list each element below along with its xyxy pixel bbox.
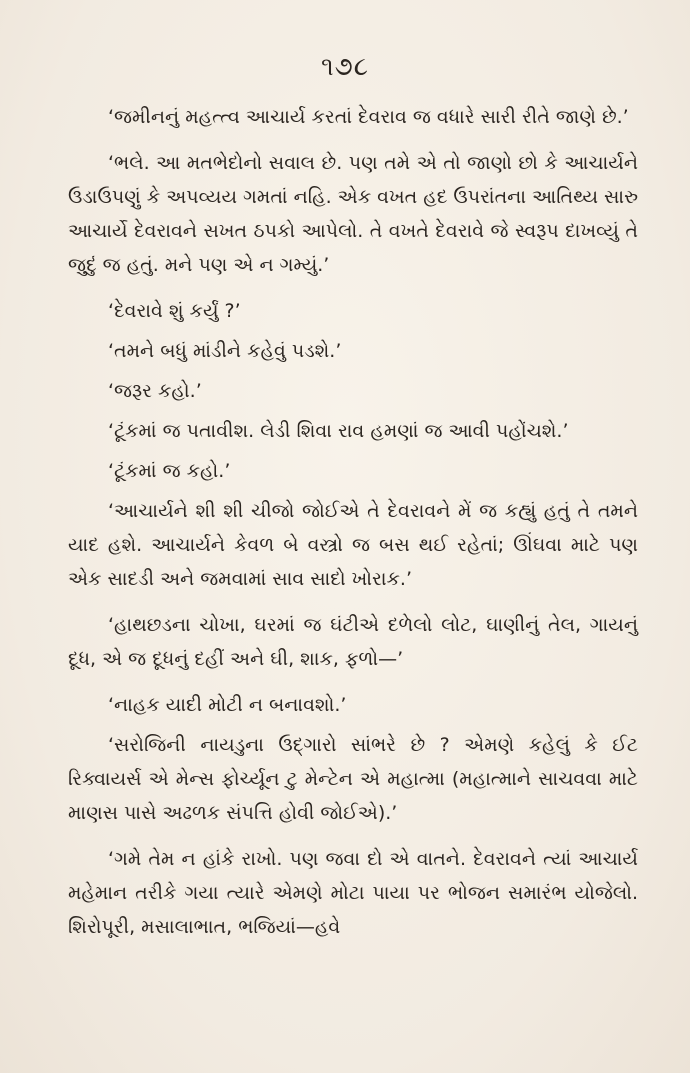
page-number: ૧૭૮ — [320, 52, 370, 82]
paragraph: ‘ભલે. આ મતભેદોનો સવાલ છે. પણ તમે એ તો જાણો છો કે આચાર્યને ઉડાઉપણું કે અપવ્યય ગમતાં નહિ. એક વખત હદ ઉપરાંતના આતિથ્ય સારુ આચાર્યે દેવરાવને સખત ઠપકો આપેલો. તે વખતે દેવરાવે જે સ્વરૂપ દાખવ્યું તે જુદું જ હતું. મને પણ એ ન ગમ્યું.’ — [68, 152, 639, 276]
dialogue-line: ‘ટૂંકમાં જ પતાવીશ. લેડી શિવા રાવ હમણાં જ આવી પહોંચશે.’ — [108, 420, 569, 442]
dialogue-line: ‘નાહક યાદી મોટી ન બનાવશો.’ — [108, 694, 347, 716]
dialogue-line: ‘તમને બધું માંડીને કહેવું પડશે.’ — [108, 340, 342, 362]
dialogue-line: ‘જરૂર કહો.’ — [108, 380, 202, 402]
dialogue-line: ‘દેવરાવે શું કર્યું ?’ — [108, 300, 241, 322]
paragraph: ‘સરોજિની નાયડુના ઉદ્‌ગારો સાંભરે છે ? એમણે કહેલું કે ઈટ રિક્વાયર્સ એ મેન્સ ફોર્ચ્યૂન ટુ મેન્ટેન એ મહાત્મા (મહાત્માને સાચવવા માટે માણસ પાસે અઢળક સંપત્તિ હોવી જોઈએ).’ — [68, 734, 638, 824]
paragraph: ‘ગમે તેમ ન હાંકે રાખો. પણ જવા દો એ વાતને. દેવરાવને ત્યાં આચાર્ય મહેમાન તરીકે ગયા ત્યારે એમણે મોટા પાયા પર ભોજન સમારંભ યોજેલો. શિરોપૂરી, મસાલાભાત, ભજિયાં—હવે — [68, 848, 638, 938]
paragraph: ‘આચાર્યને શી શી ચીજો જોઈએ તે દેવરાવને મેં જ કહ્યું હતું તે તમને યાદ હશે. આચાર્યને કેવળ બે વસ્ત્રો જ બસ થઈ રહેતાં; ઊંઘવા માટે પણ એક સાદડી અને જમવામાં સાવ સાદો ખોરાક.’ — [68, 500, 638, 590]
body-text — [68, 100, 638, 956]
paragraph: ‘હાથછડના ચોખા, ઘરમાં જ ઘંટીએ દળેલો લોટ, ઘાણીનું તેલ, ગાયનું દૂધ, એ જ દૂધનું દહીં અને ઘી, શાક, ફળો—’ — [68, 614, 638, 670]
dialogue-line: ‘ટૂંકમાં જ કહો.’ — [108, 460, 231, 482]
paragraph: ‘જમીનનું મહત્ત્વ આચાર્ય કરતાં દેવરાવ જ વધારે સારી રીતે જાણે છે.’ — [108, 106, 629, 128]
